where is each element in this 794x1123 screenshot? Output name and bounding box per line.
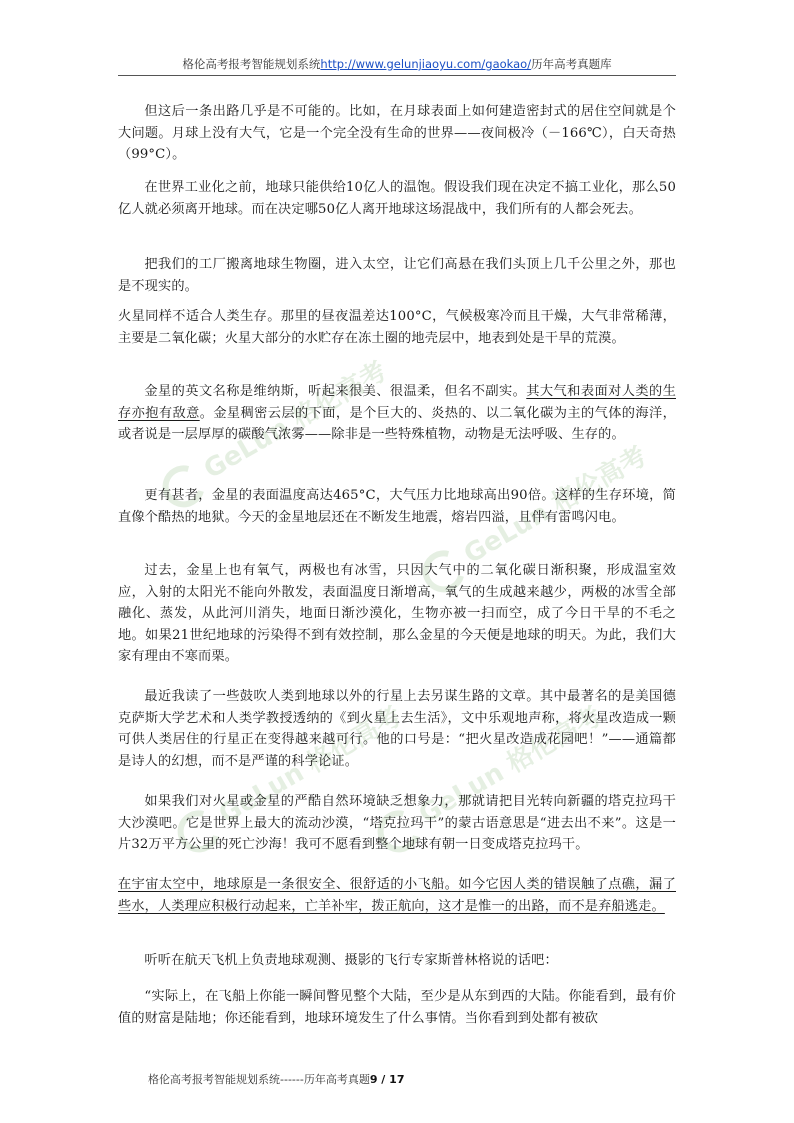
venus-text-b: 。金星稠密云层的下面，是个巨大的、炎热的、以二氧化碳为主的气体的海洋，或者说是一层厚厚的碳酸气浓雾——除非是一些特殊植物，动物是无法呼吸、生存的。 xyxy=(118,405,676,442)
watermark-logo: GeLun 格伦高考 xyxy=(154,351,395,515)
header-divider xyxy=(118,75,676,76)
page-footer xyxy=(148,1071,668,1087)
header-prefix: 格伦高考报考智能规划系统 xyxy=(182,57,321,71)
paragraph-industrialization: 在世界工业化之前，地球只能供给10亿人的温饱。假设我们现在决定不搞工业化，那么50亿人就必须离开地球。而在决定哪50亿人离开地球这场混战中，我们所有的人都会死去。 xyxy=(118,180,676,217)
watermark-logo: GeLun 格伦高考 xyxy=(414,436,655,600)
paragraph-venus xyxy=(118,381,676,446)
watermark-logo: GeLun 格伦高考 xyxy=(169,696,410,860)
paragraph-mars: 火星同样不适合人类生存。那里的昼夜温差达100°C，气候极寒冷而且干燥，大气非常稀薄，主要是二氧化碳；火星大部分的水贮存在冻土圈的地壳层中，地表到处是干旱的荒漠。 xyxy=(118,309,676,346)
header-link[interactable]: http://www.gelunjiaoyu.com/gaokao/ xyxy=(320,57,532,71)
venus-underlined: 其大气和表面对人类的生存亦抱有敌意 xyxy=(118,384,676,421)
paragraph-taklamakan: 如果我们对火星或金星的严酷自然环境缺乏想象力，那就请把目光转向新疆的塔克拉玛干大沙漠吧。它是世界上最大的流动沙漠，“塔克拉玛干”的蒙古语意思是“进去出不来”。这是一片32万平方公里的死亡沙海！我可不愿看到整个地球有朝一日变成塔克拉玛干。 xyxy=(118,794,676,852)
paragraph-moon: 但这后一条出路几乎是不可能的。比如，在月球表面上如何建造密封式的居住空间就是个大问题。月球上没有大气，它是一个完全没有生命的世界——夜间极冷（－166℃），白天奇热（99°C）。 xyxy=(118,104,676,162)
paragraph-mars-article: 最近我读了一些鼓吹人类到地球以外的行星上去另谋生路的文章。其中最著名的是美国德克萨斯大学艺术和人类学教授透纳的《到火星上去生活》，文中乐观地声称，将火星改造成一颗可供人类居住的行星正在变得越来越可行。他的口号是：“把火星改造成花园吧！”——通篇都是诗人的幻想，而不是严谨的科学论证。 xyxy=(118,689,676,769)
paragraph-spaceship: 在宇宙太空中，地球原是一条很安全、很舒适的小飞船。如今它因人类的错误触了点礁，漏了些水，人类理应积极行动起来，亡羊补牢，拨正航向，这才是惟一的出路，而不是弃船逃走。 xyxy=(118,877,676,914)
header-suffix: 历年高考真题库 xyxy=(531,57,612,71)
page-header xyxy=(118,56,676,76)
paragraph-springer-intro: 听听在航天飞机上负责地球观测、摄影的飞行专家斯普林格说的话吧： xyxy=(144,953,558,968)
venus-text-a: 金星的英文名称是维纳斯，听起来很美、很温柔，但名不副实。 xyxy=(144,384,527,399)
paragraph-venus-heat: 更有甚者，金星的表面温度高达465°C，大气压力比地球高出90倍。这样的生存环境，简直像个酷热的地狱。今天的金星地层还在不断发生地震，熔岩四溢，且伴有雷鸣闪电。 xyxy=(118,488,676,525)
paragraph-springer-quote: “实际上，在飞船上你能一瞬间瞥见整个大陆，至少是从东到西的大陆。你能看到，最有价值的财富是陆地；你还能看到，地球环境发生了什么事情。当你看到到处都有被砍 xyxy=(118,989,676,1026)
paragraph-venus-past: 过去，金星上也有氧气，两极也有冰雪，只因大气中的二氧化碳日渐积聚，形成温室效应，入射的太阳光不能向外散发，表面温度日渐增高，氧气的生成越来越少，两极的冰雪全部融化、蒸发，从此河川消失，地面日渐沙漠化，生物亦被一扫而空，成了今日干旱的不毛之地。如果21世纪地球的污染得不到有效控制，那么金星的今天便是地球的明天。为此，我们大家有理由不寒而栗。 xyxy=(118,563,676,664)
footer-text: 格伦高考报考智能规划系统------历年高考真题 xyxy=(148,1073,370,1086)
page-number: 9 / 17 xyxy=(369,1073,405,1086)
paragraph-factories: 把我们的工厂搬离地球生物圈，进入太空，让它们高悬在我们头顶上几千公里之外，那也是不现实的。 xyxy=(118,257,676,294)
watermark-logo: GeLun 格伦高考 xyxy=(369,696,610,860)
